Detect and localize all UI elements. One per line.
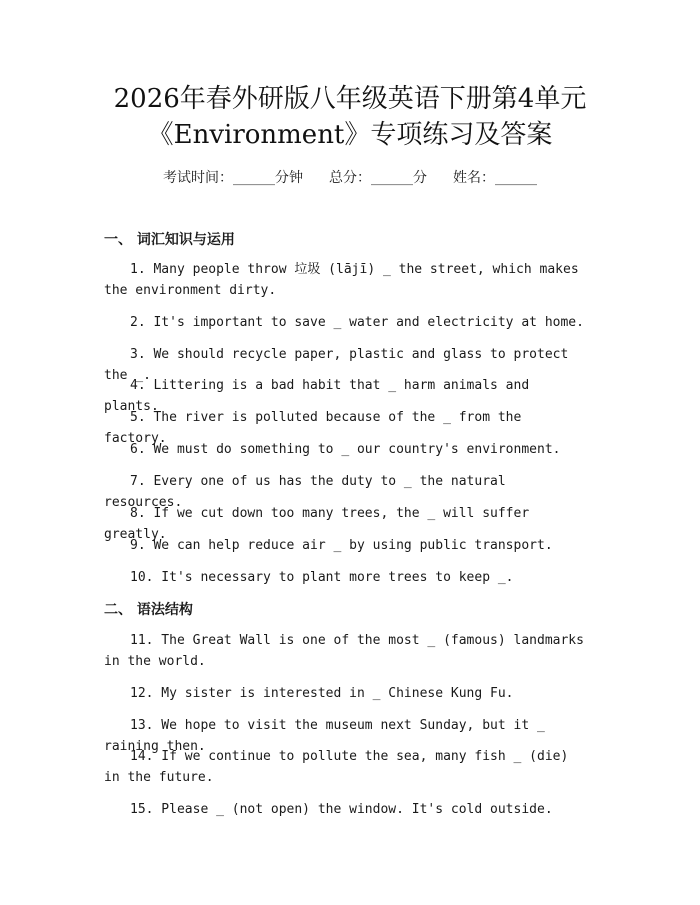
question-item: 14. If we continue to pollute the sea, many fish _ (die) in the future.: [104, 749, 569, 785]
document-title-line-2: 《Environment》专项练习及答案: [147, 120, 553, 150]
question-item: 1. Many people throw 垃圾 (lājī) _ the street, which makes the environment dirty.: [104, 262, 579, 298]
question-item: 5. The river is polluted because of the _ from the factory.: [104, 410, 522, 446]
question-item: 4. Littering is a bad habit that _ harm animals and plants.: [104, 378, 530, 414]
section-heading-vocabulary: 一、 词汇知识与运用: [104, 232, 235, 248]
question-item: 15. Please _ (not open) the window. It's cold outside.: [130, 802, 553, 817]
question-item: 8. If we cut down too many trees, the _ will suffer greatly.: [104, 506, 530, 542]
section-heading-grammar: 二、 语法结构: [104, 602, 193, 618]
question-item: 11. The Great Wall is one of the most _ (famous) landmarks in the world.: [104, 633, 584, 669]
question-item: 9. We can help reduce air _ by using public transport.: [130, 538, 553, 553]
exam-info-line: [0, 168, 700, 188]
question-item: 6. We must do something to _ our country's environment.: [130, 442, 561, 457]
question-item: 3. We should recycle paper, plastic and glass to protect the _.: [104, 347, 569, 383]
document-title-line-1: 2026年春外研版八年级英语下册第4单元: [113, 84, 587, 114]
question-item: 2. It's important to save _ water and electricity at home.: [130, 315, 584, 330]
question-item: 12. My sister is interested in _ Chinese Kung Fu.: [130, 686, 514, 701]
question-item: 13. We hope to visit the museum next Sunday, but it _ raining then.: [104, 718, 545, 754]
exam-time-field: 考试时间：______分钟: [163, 170, 303, 186]
question-item: 7. Every one of us has the duty to _ the natural resources.: [104, 474, 506, 510]
exam-score-field: 总分：______分: [329, 170, 427, 186]
student-name-field: 姓名：______: [453, 170, 537, 186]
question-item: 10. It's necessary to plant more trees to keep _.: [130, 570, 514, 585]
